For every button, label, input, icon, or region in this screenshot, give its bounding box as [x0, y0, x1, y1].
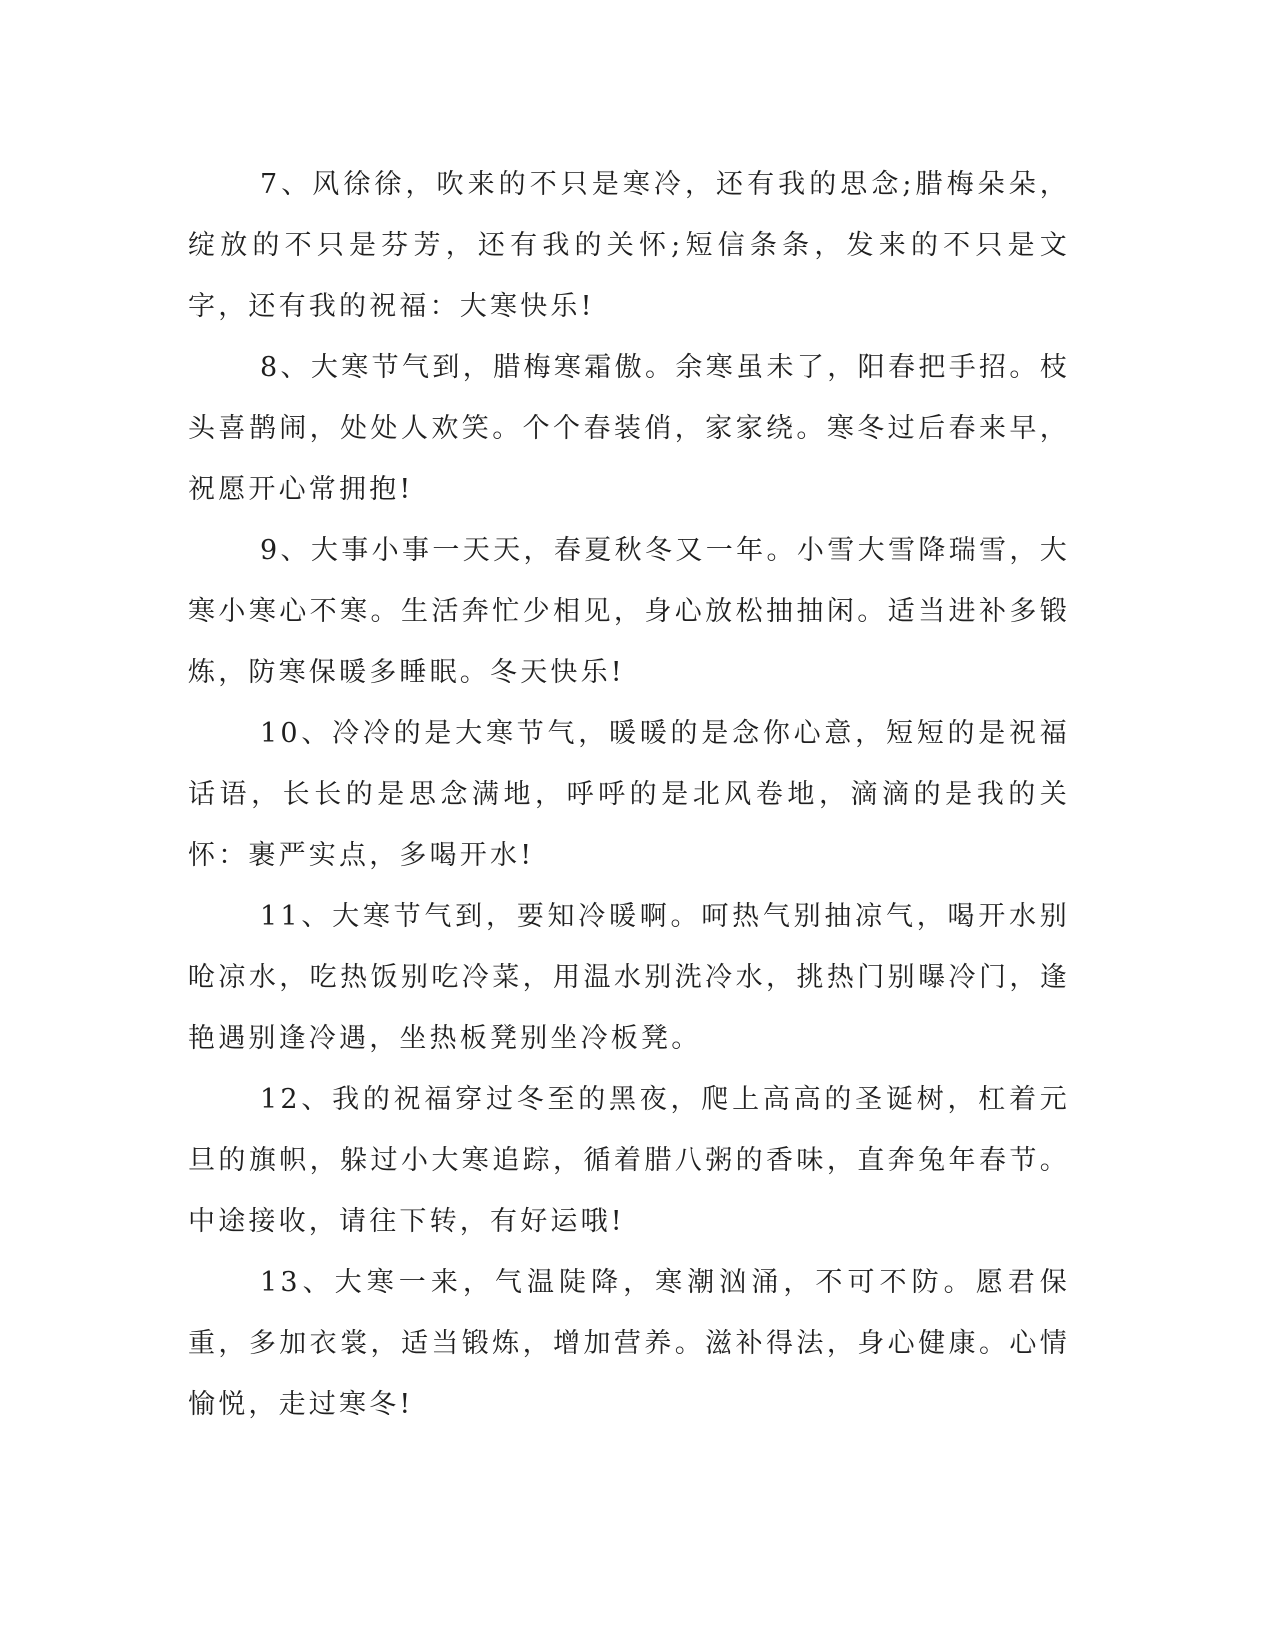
paragraph-12: 12、我的祝福穿过冬至的黑夜，爬上高高的圣诞树，杠着元旦的旗帜，躲过小大寒追踪，循着腊八粥的香味，直奔兔年春节。中途接收，请往下转，有好运哦! [188, 1084, 1070, 1237]
paragraph-13: 13、大寒一来，气温陡降，寒潮汹涌，不可不防。愿君保重，多加衣裳，适当锻炼，增加营养。滋补得法，身心健康。心情愉悦，走过寒冬! [188, 1267, 1070, 1420]
paragraph-8: 8、大寒节气到，腊梅寒霜傲。余寒虽未了，阳春把手招。枝头喜鹊闹，处处人欢笑。个个春装俏，家家绕。寒冬过后春来早，祝愿开心常拥抱! [188, 352, 1070, 505]
document-body [188, 154, 1070, 1435]
paragraph-11: 11、大寒节气到，要知冷暖啊。呵热气别抽凉气，喝开水别呛凉水，吃热饭别吃冷菜，用温水别洗冷水，挑热门别曝冷门，逢艳遇别逢冷遇，坐热板凳别坐冷板凳。 [188, 901, 1070, 1054]
paragraph-9: 9、大事小事一天天，春夏秋冬又一年。小雪大雪降瑞雪，大寒小寒心不寒。生活奔忙少相见，身心放松抽抽闲。适当进补多锻炼，防寒保暖多睡眠。冬天快乐! [188, 535, 1070, 688]
paragraph-10: 10、冷冷的是大寒节气，暖暖的是念你心意，短短的是祝福话语，长长的是思念满地，呼呼的是北风卷地，滴滴的是我的关怀：裹严实点，多喝开水! [188, 718, 1070, 871]
paragraph-7: 7、风徐徐，吹来的不只是寒冷，还有我的思念;腊梅朵朵，绽放的不只是芬芳，还有我的关怀;短信条条，发来的不只是文字，还有我的祝福：大寒快乐! [188, 169, 1070, 322]
